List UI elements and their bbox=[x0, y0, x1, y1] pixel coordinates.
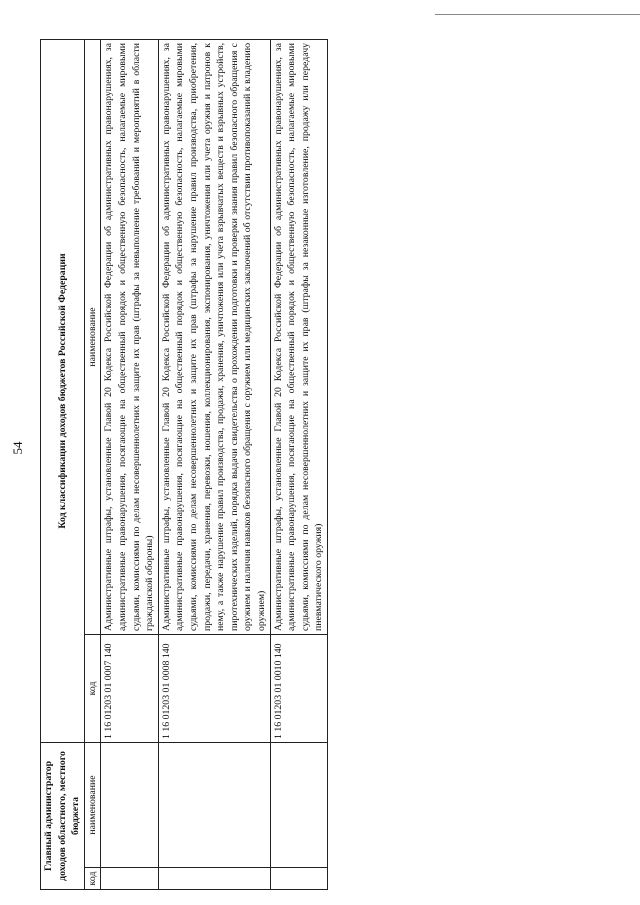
top-edge-line bbox=[435, 0, 640, 15]
header-row-columns bbox=[84, 39, 101, 889]
class-code-cell: 1 16 01203 01 0010 140 bbox=[270, 634, 327, 742]
header-row-groups bbox=[41, 39, 85, 889]
class-code-header: код bbox=[84, 634, 101, 742]
admin-code-header: код bbox=[84, 868, 101, 890]
admin-name-cell bbox=[101, 742, 158, 867]
revenue-classification-table bbox=[40, 39, 328, 890]
admin-name-cell bbox=[270, 742, 327, 867]
table-row bbox=[101, 39, 158, 889]
class-name-header: наименование bbox=[84, 39, 101, 634]
admin-code-cell bbox=[101, 868, 158, 890]
class-name-cell: Административные штрафы, установленные Главой 20 Кодекса Российской Федерации об административных правонарушениях, за административные правонарушения, посягающие на общественный порядок и общественную безопасность, налагаемые мировыми судьями, комиссиями по делам несовершеннолетних и защите их прав (штрафы за незаконные изготовление, продажу или передачу пневматического оружия) bbox=[270, 39, 327, 634]
rotated-table-page bbox=[40, 40, 595, 890]
admin-name-header: наименование bbox=[84, 742, 101, 867]
admin-code-cell bbox=[158, 868, 270, 890]
table-row bbox=[270, 39, 327, 889]
table-row bbox=[158, 39, 270, 889]
class-name-cell: Административные штрафы, установленные Главой 20 Кодекса Российской Федерации об административных правонарушениях, за административные правонарушения, посягающие на общественный порядок и общественную безопасность, налагаемые мировыми судьями, комиссиями по делам несовершеннолетних и защите их прав (штрафы за нарушение правил производства, приобретения, продажи, передачи, хранения, перевозки, ношения, коллекционирования, экспонирования, уничтожения или учета оружия и патронов к нему, а также нарушение правил производства, продажи, хранения, уничтожения или учета взрывчатых веществ и взрывных устройств, пиротехнических изделий, порядка выдачи свидетельства о прохождении подготовки и проверки знания правил безопасного обращения с оружием и наличия навыков безопасного обращения с оружием или медицинских заключений об отсутствии противопоказаний к владению оружием) bbox=[158, 39, 270, 634]
class-code-cell: 1 16 01203 01 0007 140 bbox=[101, 634, 158, 742]
admin-code-cell bbox=[270, 868, 327, 890]
class-name-cell: Административные штрафы, установленные Главой 20 Кодекса Российской Федерации об административных правонарушениях, за административные правонарушения, посягающие на общественный порядок и общественную безопасность, налагаемые мировыми судьями, комиссиями по делам несовершеннолетних и защите их прав (штрафы за невыполнение требований и мероприятий в области гражданской обороны) bbox=[101, 39, 158, 634]
classification-group-header: Код классификации доходов бюджетов Российской Федерации bbox=[41, 39, 85, 742]
class-code-cell: 1 16 01203 01 0008 140 bbox=[158, 634, 270, 742]
admin-group-header: Главный администратор доходов областного, местного бюджета bbox=[41, 742, 85, 889]
page-number: 54 bbox=[10, 441, 25, 455]
admin-name-cell bbox=[158, 742, 270, 867]
